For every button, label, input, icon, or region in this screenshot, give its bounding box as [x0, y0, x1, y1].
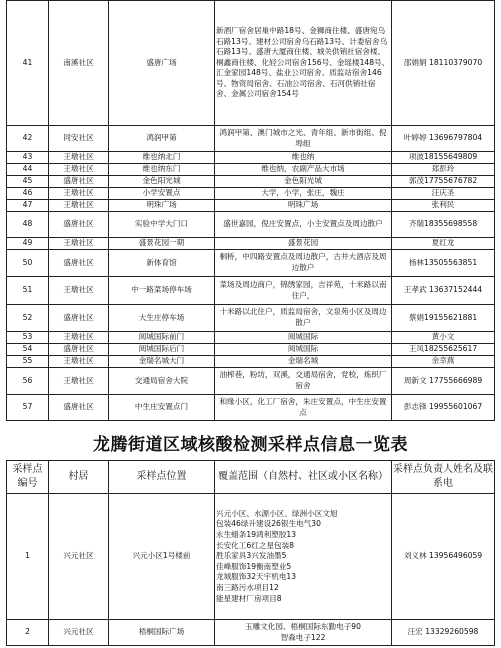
site-location: 中生庄安置点门 — [109, 395, 215, 421]
table-row — [7, 250, 495, 277]
site-number: 55 — [7, 356, 49, 368]
site-location: 鸿润甲第 — [109, 126, 215, 152]
table-row — [7, 176, 495, 188]
village-name: 兴元社区 — [49, 494, 109, 620]
coverage-area — [215, 620, 392, 646]
coverage-line: 龙城服饰32天宇机电13 — [216, 572, 297, 582]
coverage-line: 胜乐家具3兴发油墨5 — [216, 551, 287, 561]
table-row — [7, 164, 495, 176]
village-name: 盛唐社区 — [49, 250, 109, 277]
site-number: 44 — [7, 164, 49, 176]
coverage-area: 金瑞名城 — [215, 356, 392, 368]
coverage-area: 油榨巷，粉坊，双溪，交通局宿舍，党校，炼织厂宿舍 — [215, 368, 392, 395]
contact-person: 项波18155649809 — [392, 152, 495, 164]
table-row — [7, 305, 495, 332]
village-name: 盛唐社区 — [49, 212, 109, 238]
village-name: 王墩社区 — [49, 277, 109, 305]
site-location: 金瑞名城大门 — [109, 356, 215, 368]
table-row — [7, 344, 495, 356]
contact-person: 汪宏 13329260598 — [392, 620, 495, 646]
site-location: 明珠广场 — [109, 200, 215, 212]
contact-person: 王凤18255625617 — [392, 344, 495, 356]
site-location: 新体育馆 — [109, 250, 215, 277]
site-number: 57 — [7, 395, 49, 421]
site-number: 48 — [7, 212, 49, 238]
village-name: 王墩社区 — [49, 188, 109, 200]
contact-person: 郭茂17755676782 — [392, 176, 495, 188]
sampling-sites-table-continued — [6, 0, 495, 421]
header-coverage: 覆盖范围（自然村、社区或小区名称） — [215, 461, 392, 494]
table-header-row — [7, 461, 495, 494]
contact-person: 王孝武 13637152444 — [392, 277, 495, 305]
coverage-area: 鸿润甲第、澳门城市之光、青年组、新市街组、倪埠组 — [215, 126, 392, 152]
coverage-area: 阅城国际 — [215, 332, 392, 344]
village-name: 王墩社区 — [49, 152, 109, 164]
site-location: 盛唐广场 — [109, 1, 215, 126]
header-site-location: 采样点位置 — [109, 461, 215, 494]
site-number: 1 — [7, 494, 49, 620]
coverage-area — [215, 494, 392, 620]
site-location: 阅城国际后门 — [109, 344, 215, 356]
contact-person: 叶婷婷 13696797804 — [392, 126, 495, 152]
contact-person: 刘义林 13956496059 — [392, 494, 495, 620]
coverage-line: 佳峰服饰19衡南塑业5 — [216, 561, 292, 571]
coverage-area: 和缘小区，化工厂宿舍，朱庄安置点，中生庄安置点 — [215, 395, 392, 421]
site-location: 兴元小区1号楼前 — [109, 494, 215, 620]
sampling-sites-table — [6, 460, 495, 646]
site-location: 梧桐国际广场 — [109, 620, 215, 646]
village-name: 王墩社区 — [49, 200, 109, 212]
site-number: 56 — [7, 368, 49, 395]
page-title: 龙腾街道区域核酸检测采样点信息一览表 — [93, 435, 408, 455]
village-name: 盛唐社区 — [49, 305, 109, 332]
coverage-area: 新酒厂宿舍居巢中路18号、金狮商住楼、盛唐宛乌石路13号、建材公司宿舍乌石路13号、计委宿舍乌石路13号、盛唐大厦商住楼、城关供销社宿舍楼、桐鑫商住楼、化轻公司宿舍156号、金瑶楼148号、汇金家园148号、盐业公司宿舍、质监站宿舍146号、物资局宿舍、石油公司宿舍、石河供销社宿舍、金属公司宿舍154号 — [215, 1, 392, 126]
site-location: 维也纳北门 — [109, 152, 215, 164]
coverage-line: 南三路污水项目12 — [216, 582, 279, 592]
site-number: 43 — [7, 152, 49, 164]
coverage-area: 十米路以北住户，质监局宿舍，文泉苑小区及周边散户 — [215, 305, 392, 332]
site-location: 维也纳东门 — [109, 164, 215, 176]
village-name: 盛唐社区 — [49, 395, 109, 421]
contact-person: 邵娟娟 18110379070 — [392, 1, 495, 126]
village-name: 王墩社区 — [49, 356, 109, 368]
contact-person: 汪庆圣 — [392, 188, 495, 200]
village-name: 盛唐社区 — [49, 176, 109, 188]
site-location: 大生庄停车场 — [109, 305, 215, 332]
village-name: 盛唐社区 — [49, 344, 109, 356]
table-row — [7, 620, 495, 646]
coverage-area: 盛景花园 — [215, 238, 392, 250]
site-number: 45 — [7, 176, 49, 188]
site-number: 49 — [7, 238, 49, 250]
table-row — [7, 188, 495, 200]
coverage-line: 玉雕文化园、梧桐国际东勤电子90 — [245, 621, 361, 631]
header-village: 村居 — [49, 461, 109, 494]
site-number: 53 — [7, 332, 49, 344]
table-row — [7, 395, 495, 421]
coverage-line: 永生蜡条19鸿利塑胶13 — [216, 530, 297, 540]
site-location: 金色阳光城 — [109, 176, 215, 188]
coverage-area: 明珠广场 — [215, 200, 392, 212]
coverage-area: 维也纳 — [215, 152, 392, 164]
village-name: 兴元社区 — [49, 620, 109, 646]
site-number: 47 — [7, 200, 49, 212]
village-name: 王墩社区 — [49, 332, 109, 344]
contact-person: 余幸燕 — [392, 356, 495, 368]
table-row — [7, 494, 495, 620]
site-number: 41 — [7, 1, 49, 126]
village-name: 同安社区 — [49, 126, 109, 152]
coverage-area: 大学，小学，张庄，魏庄 — [215, 188, 392, 200]
site-number: 52 — [7, 305, 49, 332]
contact-person: 夏红龙 — [392, 238, 495, 250]
coverage-area: 阅城国际 — [215, 344, 392, 356]
site-location: 交通局宿舍大院 — [109, 368, 215, 395]
contact-person: 杨林13505563851 — [392, 250, 495, 277]
coverage-area: 金色阳光城 — [215, 176, 392, 188]
contact-person: 张利民 — [392, 200, 495, 212]
contact-person: 黄小文 — [392, 332, 495, 344]
coverage-line: 能星建材厂房项目8 — [216, 593, 282, 603]
table-row — [7, 1, 495, 126]
coverage-line: 兴元小区、水源小区、绿洲小区文旭 — [216, 508, 338, 518]
site-number: 50 — [7, 250, 49, 277]
table-row — [7, 368, 495, 395]
coverage-area: 菜场及周边商户，锦绣家园，吉祥苑，十米路以南住户， — [215, 277, 392, 305]
table-row — [7, 212, 495, 238]
contact-person: 齐瑞18355698558 — [392, 212, 495, 238]
coverage-line: 包装46绿升建设26银生电气30 — [216, 519, 321, 529]
site-number: 42 — [7, 126, 49, 152]
contact-person: 彭志锋 19955601067 — [392, 395, 495, 421]
site-location: 盛景花园一期 — [109, 238, 215, 250]
coverage-area: 维也纳，农副产品大市场 — [215, 164, 392, 176]
village-name: 王墩社区 — [49, 164, 109, 176]
site-location: 实验中学大门口 — [109, 212, 215, 238]
table-row — [7, 356, 495, 368]
table-row — [7, 200, 495, 212]
header-site-number: 采样点编号 — [7, 461, 49, 494]
table-row — [7, 332, 495, 344]
site-number: 46 — [7, 188, 49, 200]
site-location: 小学安置点 — [109, 188, 215, 200]
site-location: 中一路菜场停车场 — [109, 277, 215, 305]
header-contact: 采样点负责人姓名及联系电 — [392, 461, 495, 494]
coverage-area: 盛世嘉园，倪庄安置点，小主安置点及周边散户 — [215, 212, 392, 238]
contact-person: 蔡娟19155621881 — [392, 305, 495, 332]
coverage-line: 智森电子122 — [280, 632, 326, 642]
contact-person: 郑彭玲 — [392, 164, 495, 176]
site-number: 51 — [7, 277, 49, 305]
coverage-area: 桐桥，中四路安置点及周边散户，古井大酒店及周边散户 — [215, 250, 392, 277]
table-row — [7, 277, 495, 305]
site-number: 2 — [7, 620, 49, 646]
table-row — [7, 126, 495, 152]
table-row — [7, 238, 495, 250]
village-name: 王墩社区 — [49, 368, 109, 395]
village-name: 王墩社区 — [49, 238, 109, 250]
site-number: 54 — [7, 344, 49, 356]
site-location: 阅城国际前门 — [109, 332, 215, 344]
contact-person: 周新文 17755666989 — [392, 368, 495, 395]
coverage-line: 长安化工6红之星包装8 — [216, 540, 295, 550]
village-name: 南溪社区 — [49, 1, 109, 126]
table-row — [7, 152, 495, 164]
